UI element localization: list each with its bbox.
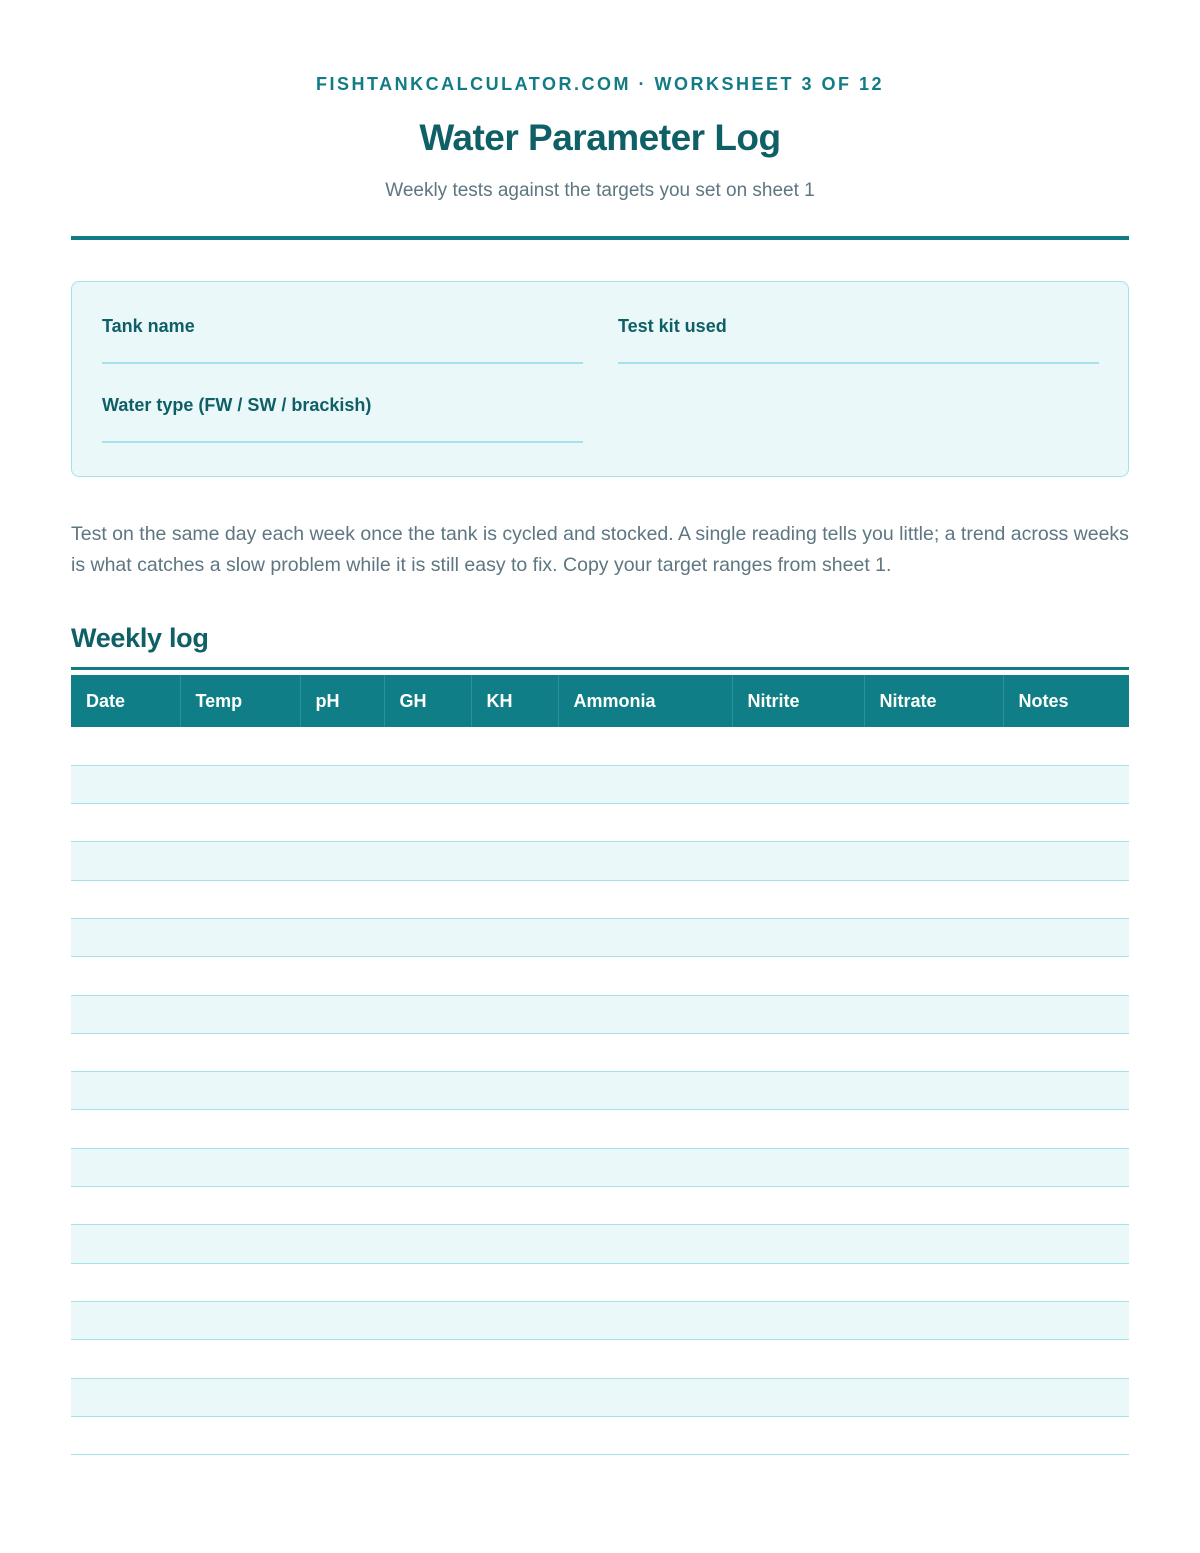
- log-cell-notes[interactable]: [1003, 1187, 1129, 1225]
- log-cell-gh[interactable]: [384, 918, 471, 956]
- log-cell-temp[interactable]: [180, 1378, 300, 1416]
- log-cell-ammonia[interactable]: [558, 1263, 732, 1301]
- log-cell-kh[interactable]: [471, 957, 558, 995]
- log-cell-kh[interactable]: [471, 1378, 558, 1416]
- log-cell-gh[interactable]: [384, 1378, 471, 1416]
- log-cell-kh[interactable]: [471, 1110, 558, 1148]
- intro-paragraph: Test on the same day each week once the tank is cycled and stocked. A single reading tells you little; a trend across weeks is what catches a slow problem while it is still easy to fix. Copy your target ranges from sheet 1.: [71, 523, 1129, 576]
- log-cell-ammonia[interactable]: [558, 1110, 732, 1148]
- log-cell-ammonia[interactable]: [558, 727, 732, 765]
- log-cell-gh[interactable]: [384, 1072, 471, 1110]
- log-cell-notes[interactable]: [1003, 1378, 1129, 1416]
- log-cell-nitrate[interactable]: [864, 995, 1003, 1033]
- log-cell-nitrate[interactable]: [864, 1148, 1003, 1186]
- log-cell-notes[interactable]: [1003, 842, 1129, 880]
- log-cell-ammonia[interactable]: [558, 1378, 732, 1416]
- table-row: [71, 1301, 1129, 1339]
- table-row: [71, 842, 1129, 880]
- test-kit-label: Test kit used: [618, 316, 727, 336]
- log-cell-kh[interactable]: [471, 995, 558, 1033]
- log-cell-date[interactable]: [71, 1416, 180, 1454]
- log-cell-kh[interactable]: [471, 1033, 558, 1071]
- log-cell-gh[interactable]: [384, 1416, 471, 1454]
- log-cell-ammonia[interactable]: [558, 1416, 732, 1454]
- log-cell-notes[interactable]: [1003, 1110, 1129, 1148]
- table-row: [71, 1033, 1129, 1071]
- log-cell-kh[interactable]: [471, 918, 558, 956]
- log-cell-nitrite[interactable]: [732, 957, 864, 995]
- log-cell-temp[interactable]: [180, 804, 300, 842]
- log-cell-gh[interactable]: [384, 1187, 471, 1225]
- log-cell-date[interactable]: [71, 995, 180, 1033]
- log-cell-ph[interactable]: [300, 804, 384, 842]
- log-cell-ammonia[interactable]: [558, 880, 732, 918]
- log-cell-gh[interactable]: [384, 1110, 471, 1148]
- log-cell-notes[interactable]: [1003, 957, 1129, 995]
- table-row: [71, 1340, 1129, 1378]
- tank-name-write-line[interactable]: [102, 362, 583, 364]
- log-cell-nitrate[interactable]: [864, 1072, 1003, 1110]
- log-cell-ph[interactable]: [300, 765, 384, 803]
- log-cell-gh[interactable]: [384, 804, 471, 842]
- log-cell-ammonia[interactable]: [558, 918, 732, 956]
- column-header-kh: KH: [471, 675, 558, 727]
- log-cell-nitrate[interactable]: [864, 1263, 1003, 1301]
- log-cell-nitrate[interactable]: [864, 727, 1003, 765]
- log-cell-ammonia[interactable]: [558, 1187, 732, 1225]
- log-cell-date[interactable]: [71, 880, 180, 918]
- log-cell-nitrite[interactable]: [732, 1110, 864, 1148]
- log-cell-date[interactable]: [71, 1072, 180, 1110]
- log-cell-notes[interactable]: [1003, 1148, 1129, 1186]
- log-cell-nitrite[interactable]: [732, 727, 864, 765]
- log-cell-nitrite[interactable]: [732, 765, 864, 803]
- log-cell-gh[interactable]: [384, 880, 471, 918]
- log-cell-ammonia[interactable]: [558, 1301, 732, 1339]
- column-header-nitrate: Nitrate: [864, 675, 1003, 727]
- log-cell-ammonia[interactable]: [558, 765, 732, 803]
- log-cell-temp[interactable]: [180, 842, 300, 880]
- log-cell-date[interactable]: [71, 957, 180, 995]
- log-cell-ph[interactable]: [300, 1301, 384, 1339]
- weekly-log-divider: [71, 667, 1129, 670]
- log-cell-ph[interactable]: [300, 727, 384, 765]
- log-cell-ammonia[interactable]: [558, 1033, 732, 1071]
- log-cell-kh[interactable]: [471, 1416, 558, 1454]
- log-cell-date[interactable]: [71, 1033, 180, 1071]
- log-cell-gh[interactable]: [384, 1148, 471, 1186]
- table-row: [71, 1187, 1129, 1225]
- log-cell-ph[interactable]: [300, 1148, 384, 1186]
- log-cell-kh[interactable]: [471, 842, 558, 880]
- log-cell-kh[interactable]: [471, 1301, 558, 1339]
- log-cell-nitrate[interactable]: [864, 880, 1003, 918]
- log-cell-nitrite[interactable]: [732, 1416, 864, 1454]
- log-cell-ammonia[interactable]: [558, 995, 732, 1033]
- log-cell-nitrate[interactable]: [864, 842, 1003, 880]
- log-cell-ammonia[interactable]: [558, 1340, 732, 1378]
- column-header-nitrite: Nitrite: [732, 675, 864, 727]
- log-cell-notes[interactable]: [1003, 1033, 1129, 1071]
- log-cell-date[interactable]: [71, 1301, 180, 1339]
- log-cell-ph[interactable]: [300, 1187, 384, 1225]
- table-row: [71, 765, 1129, 803]
- tank-name-label: Tank name: [102, 316, 195, 336]
- log-cell-ph[interactable]: [300, 1110, 384, 1148]
- water-type-field[interactable]: [102, 394, 583, 443]
- test-kit-field[interactable]: [618, 315, 1099, 364]
- log-cell-notes[interactable]: [1003, 1416, 1129, 1454]
- table-row: [71, 1110, 1129, 1148]
- table-row: [71, 1378, 1129, 1416]
- table-row: [71, 1072, 1129, 1110]
- table-row: [71, 1148, 1129, 1186]
- log-cell-gh[interactable]: [384, 1301, 471, 1339]
- log-cell-notes[interactable]: [1003, 1263, 1129, 1301]
- log-cell-nitrate[interactable]: [864, 1225, 1003, 1263]
- log-cell-ph[interactable]: [300, 842, 384, 880]
- tank-name-field[interactable]: [102, 315, 583, 364]
- table-row: [71, 995, 1129, 1033]
- log-cell-gh[interactable]: [384, 842, 471, 880]
- log-cell-nitrate[interactable]: [864, 918, 1003, 956]
- log-cell-kh[interactable]: [471, 880, 558, 918]
- log-cell-temp[interactable]: [180, 918, 300, 956]
- log-cell-notes[interactable]: [1003, 765, 1129, 803]
- weekly-log-heading: Weekly log: [71, 623, 209, 653]
- table-row: [71, 957, 1129, 995]
- log-cell-date[interactable]: [71, 842, 180, 880]
- log-cell-nitrite[interactable]: [732, 1340, 864, 1378]
- log-cell-ammonia[interactable]: [558, 804, 732, 842]
- log-cell-gh[interactable]: [384, 1340, 471, 1378]
- log-cell-temp[interactable]: [180, 1148, 300, 1186]
- log-cell-kh[interactable]: [471, 1225, 558, 1263]
- page-subtitle: Weekly tests against the targets you set on sheet 1: [385, 180, 815, 201]
- log-cell-nitrate[interactable]: [864, 957, 1003, 995]
- log-cell-date[interactable]: [71, 765, 180, 803]
- log-cell-date[interactable]: [71, 1378, 180, 1416]
- table-row: [71, 1263, 1129, 1301]
- log-cell-notes[interactable]: [1003, 727, 1129, 765]
- log-cell-nitrate[interactable]: [864, 1033, 1003, 1071]
- table-row: [71, 1225, 1129, 1263]
- log-cell-nitrite[interactable]: [732, 918, 864, 956]
- log-cell-nitrite[interactable]: [732, 1033, 864, 1071]
- log-cell-notes[interactable]: [1003, 995, 1129, 1033]
- log-cell-date[interactable]: [71, 727, 180, 765]
- log-cell-temp[interactable]: [180, 1416, 300, 1454]
- log-cell-temp[interactable]: [180, 765, 300, 803]
- page-title: Water Parameter Log: [419, 117, 781, 158]
- table-row: [71, 1416, 1129, 1454]
- log-cell-nitrite[interactable]: [732, 1301, 864, 1339]
- log-cell-kh[interactable]: [471, 1263, 558, 1301]
- log-cell-temp[interactable]: [180, 1301, 300, 1339]
- log-cell-notes[interactable]: [1003, 1072, 1129, 1110]
- log-cell-date[interactable]: [71, 1110, 180, 1148]
- log-cell-temp[interactable]: [180, 1072, 300, 1110]
- column-header-gh: GH: [384, 675, 471, 727]
- log-cell-ph[interactable]: [300, 1072, 384, 1110]
- log-cell-nitrate[interactable]: [864, 1340, 1003, 1378]
- log-cell-nitrate[interactable]: [864, 1187, 1003, 1225]
- log-cell-notes[interactable]: [1003, 918, 1129, 956]
- log-cell-nitrate[interactable]: [864, 1301, 1003, 1339]
- log-cell-ammonia[interactable]: [558, 842, 732, 880]
- log-cell-temp[interactable]: [180, 727, 300, 765]
- log-cell-ph[interactable]: [300, 880, 384, 918]
- worksheet-kicker: FISHTANKCALCULATOR.COM · WORKSHEET 3 OF 12: [316, 74, 884, 94]
- log-cell-kh[interactable]: [471, 1148, 558, 1186]
- log-cell-kh[interactable]: [471, 727, 558, 765]
- log-cell-temp[interactable]: [180, 1225, 300, 1263]
- table-row: [71, 804, 1129, 842]
- log-cell-ph[interactable]: [300, 1340, 384, 1378]
- log-cell-ammonia[interactable]: [558, 1225, 732, 1263]
- log-cell-gh[interactable]: [384, 727, 471, 765]
- log-cell-date[interactable]: [71, 804, 180, 842]
- log-cell-temp[interactable]: [180, 1263, 300, 1301]
- tank-info-box: [71, 281, 1129, 477]
- log-cell-notes[interactable]: [1003, 1301, 1129, 1339]
- log-cell-nitrite[interactable]: [732, 1187, 864, 1225]
- log-cell-nitrite[interactable]: [732, 804, 864, 842]
- log-cell-kh[interactable]: [471, 1072, 558, 1110]
- log-cell-nitrate[interactable]: [864, 1416, 1003, 1454]
- table-row: [71, 918, 1129, 956]
- column-header-ph: pH: [300, 675, 384, 727]
- log-cell-date[interactable]: [71, 1340, 180, 1378]
- log-cell-ph[interactable]: [300, 1263, 384, 1301]
- log-cell-ph[interactable]: [300, 918, 384, 956]
- log-cell-gh[interactable]: [384, 1225, 471, 1263]
- log-cell-kh[interactable]: [471, 1187, 558, 1225]
- log-cell-ph[interactable]: [300, 957, 384, 995]
- log-cell-ph[interactable]: [300, 1378, 384, 1416]
- log-cell-temp[interactable]: [180, 995, 300, 1033]
- log-cell-gh[interactable]: [384, 957, 471, 995]
- log-cell-date[interactable]: [71, 1225, 180, 1263]
- test-kit-write-line[interactable]: [618, 362, 1099, 364]
- log-cell-nitrite[interactable]: [732, 1148, 864, 1186]
- log-cell-gh[interactable]: [384, 1033, 471, 1071]
- log-cell-nitrate[interactable]: [864, 804, 1003, 842]
- log-cell-gh[interactable]: [384, 765, 471, 803]
- header-divider: [71, 236, 1129, 240]
- log-cell-ph[interactable]: [300, 1416, 384, 1454]
- log-cell-ammonia[interactable]: [558, 957, 732, 995]
- log-cell-kh[interactable]: [471, 1340, 558, 1378]
- log-cell-ammonia[interactable]: [558, 1072, 732, 1110]
- log-cell-nitrate[interactable]: [864, 1110, 1003, 1148]
- log-cell-temp[interactable]: [180, 1340, 300, 1378]
- log-cell-temp[interactable]: [180, 880, 300, 918]
- log-cell-nitrite[interactable]: [732, 1378, 864, 1416]
- log-cell-nitrite[interactable]: [732, 995, 864, 1033]
- log-cell-notes[interactable]: [1003, 804, 1129, 842]
- log-cell-nitrite[interactable]: [732, 1225, 864, 1263]
- column-header-notes: Notes: [1003, 675, 1129, 727]
- log-cell-date[interactable]: [71, 1187, 180, 1225]
- log-cell-date[interactable]: [71, 1148, 180, 1186]
- log-cell-nitrite[interactable]: [732, 1263, 864, 1301]
- log-cell-date[interactable]: [71, 1263, 180, 1301]
- table-header-row: [71, 675, 1129, 727]
- column-header-date: Date: [71, 675, 180, 727]
- log-cell-nitrate[interactable]: [864, 765, 1003, 803]
- log-cell-notes[interactable]: [1003, 1340, 1129, 1378]
- log-cell-date[interactable]: [71, 918, 180, 956]
- log-cell-kh[interactable]: [471, 765, 558, 803]
- log-cell-ammonia[interactable]: [558, 1148, 732, 1186]
- column-header-temp: Temp: [180, 675, 300, 727]
- log-cell-nitrate[interactable]: [864, 1378, 1003, 1416]
- log-cell-ph[interactable]: [300, 1033, 384, 1071]
- log-cell-ph[interactable]: [300, 1225, 384, 1263]
- log-cell-nitrite[interactable]: [732, 880, 864, 918]
- log-cell-temp[interactable]: [180, 1110, 300, 1148]
- log-cell-temp[interactable]: [180, 1187, 300, 1225]
- table-row: [71, 880, 1129, 918]
- table-body: [71, 727, 1129, 1455]
- table-row: [71, 727, 1129, 765]
- log-cell-temp[interactable]: [180, 957, 300, 995]
- water-type-write-line[interactable]: [102, 441, 583, 443]
- column-header-ammonia: Ammonia: [558, 675, 732, 727]
- water-type-label: Water type (FW / SW / brackish): [102, 395, 372, 415]
- log-cell-gh[interactable]: [384, 1263, 471, 1301]
- log-cell-notes[interactable]: [1003, 880, 1129, 918]
- log-cell-gh[interactable]: [384, 995, 471, 1033]
- log-cell-kh[interactable]: [471, 804, 558, 842]
- log-cell-notes[interactable]: [1003, 1225, 1129, 1263]
- log-cell-nitrite[interactable]: [732, 1072, 864, 1110]
- log-cell-ph[interactable]: [300, 995, 384, 1033]
- log-cell-nitrite[interactable]: [732, 842, 864, 880]
- log-cell-temp[interactable]: [180, 1033, 300, 1071]
- weekly-log-table: [71, 675, 1129, 1455]
